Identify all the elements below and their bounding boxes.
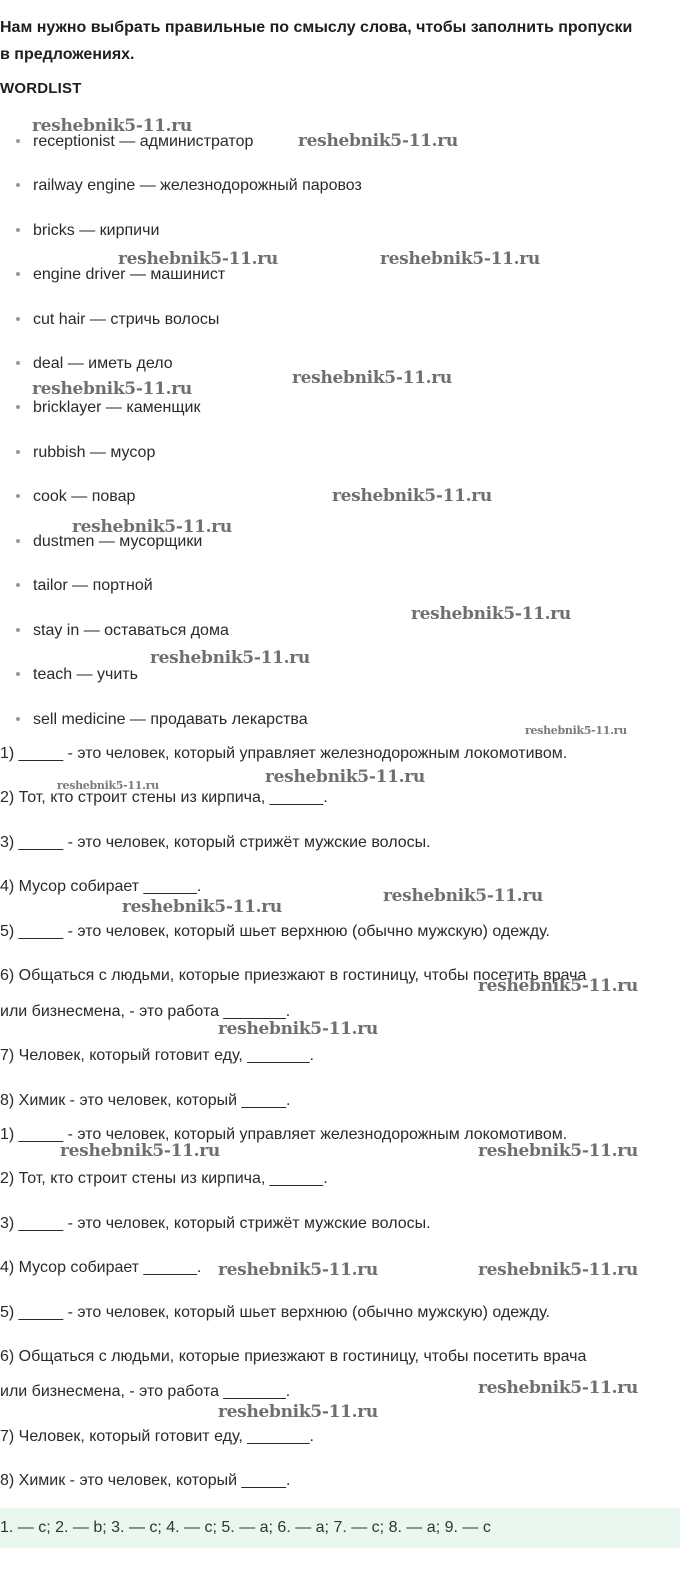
bullet-icon (16, 139, 20, 143)
list-item: sell medicine — продавать лекарства (16, 710, 308, 730)
question-line: 7) Человек, который готовит еду, _______. (0, 1047, 314, 1064)
list-item: railway engine — железнодорожный паровоз (16, 176, 362, 196)
question-line: или бизнесмена, - это работа _______. (0, 1383, 291, 1400)
watermark: reshebnik5-11.ru (72, 517, 232, 537)
list-item: bricks — кирпичи (16, 221, 159, 241)
answer-key: 1. — c; 2. — b; 3. — c; 4. — c; 5. — a; 6. — a; 7. — c; 8. — a; 9. — c (0, 1508, 680, 1548)
list-item: deal — иметь дело (16, 354, 173, 374)
list-item: engine driver — машинист (16, 265, 225, 285)
watermark: reshebnik5-11.ru (57, 779, 159, 792)
question-line: 1) _____ - это человек, который управляет железнодорожным локомотивом. (0, 745, 568, 762)
watermark: reshebnik5-11.ru (478, 976, 638, 996)
intro-line-1: Нам нужно выбрать правильные по смыслу слова, чтобы заполнить пропуски (0, 19, 633, 36)
question-line: 8) Химик - это человек, который _____. (0, 1092, 291, 1109)
watermark: reshebnik5-11.ru (478, 1378, 638, 1398)
question-line: 5) _____ - это человек, который шьет верхнюю (обычно мужскую) одежду. (0, 1304, 550, 1321)
watermark: reshebnik5-11.ru (265, 767, 425, 787)
list-item: tailor — портной (16, 576, 153, 596)
bullet-icon (16, 450, 20, 454)
question-line: 4) Мусор собирает ______. (0, 1259, 202, 1276)
watermark: reshebnik5-11.ru (298, 131, 458, 151)
watermark: reshebnik5-11.ru (332, 486, 492, 506)
bullet-icon (16, 628, 20, 632)
bullet-icon (16, 272, 20, 276)
watermark: reshebnik5-11.ru (60, 1141, 220, 1161)
bullet-icon (16, 583, 20, 587)
list-item: teach — учить (16, 665, 138, 685)
question-line: 3) _____ - это человек, который стрижёт мужские волосы. (0, 834, 431, 851)
bullet-icon (16, 317, 20, 321)
list-item: rubbish — мусор (16, 443, 155, 463)
watermark: reshebnik5-11.ru (292, 368, 452, 388)
watermark: reshebnik5-11.ru (32, 379, 192, 399)
intro-line-2: в предложениях. (0, 46, 135, 63)
bullet-icon (16, 539, 20, 543)
watermark: reshebnik5-11.ru (218, 1402, 378, 1422)
bullet-icon (16, 183, 20, 187)
question-line: 5) _____ - это человек, который шьет верхнюю (обычно мужскую) одежду. (0, 923, 550, 940)
watermark: reshebnik5-11.ru (380, 249, 540, 269)
bullet-icon (16, 672, 20, 676)
list-item: cut hair — стричь волосы (16, 310, 219, 330)
question-line: 7) Человек, который готовит еду, _______. (0, 1428, 314, 1445)
list-item: stay in — оставаться дома (16, 621, 229, 641)
bullet-icon (16, 361, 20, 365)
watermark: reshebnik5-11.ru (32, 116, 192, 136)
watermark: reshebnik5-11.ru (218, 1260, 378, 1280)
bullet-icon (16, 494, 20, 498)
watermark: reshebnik5-11.ru (383, 886, 543, 906)
question-line: 8) Химик - это человек, который _____. (0, 1472, 291, 1489)
question-line: 1) _____ - это человек, который управляет железнодорожным локомотивом. (0, 1126, 568, 1143)
watermark: reshebnik5-11.ru (150, 648, 310, 668)
watermark: reshebnik5-11.ru (478, 1141, 638, 1161)
list-item: dustmen — мусорщики (16, 532, 202, 552)
bullet-icon (16, 228, 20, 232)
watermark: reshebnik5-11.ru (218, 1019, 378, 1039)
list-item: cook — повар (16, 487, 135, 507)
question-line: 2) Тот, кто строит стены из кирпича, ______. (0, 1170, 328, 1187)
bullet-icon (16, 717, 20, 721)
question-line: 6) Общаться с людьми, которые приезжают в гостиницу, чтобы посетить врача (0, 967, 587, 984)
watermark: reshebnik5-11.ru (525, 724, 627, 737)
question-line: или бизнесмена, - это работа _______. (0, 1003, 291, 1020)
watermark: reshebnik5-11.ru (122, 897, 282, 917)
list-item: receptionist — администратор (16, 132, 253, 152)
watermark: reshebnik5-11.ru (411, 604, 571, 624)
question-line: 6) Общаться с людьми, которые приезжают в гостиницу, чтобы посетить врача (0, 1348, 587, 1365)
question-line: 3) _____ - это человек, который стрижёт мужские волосы. (0, 1215, 431, 1232)
watermark: reshebnik5-11.ru (118, 249, 278, 269)
wordlist-heading: WORDLIST (0, 80, 82, 97)
bullet-icon (16, 405, 20, 409)
watermark: reshebnik5-11.ru (478, 1260, 638, 1280)
question-line: 4) Мусор собирает ______. (0, 878, 202, 895)
list-item: bricklayer — каменщик (16, 398, 200, 418)
question-line: 2) Тот, кто строит стены из кирпича, ______. (0, 789, 328, 806)
